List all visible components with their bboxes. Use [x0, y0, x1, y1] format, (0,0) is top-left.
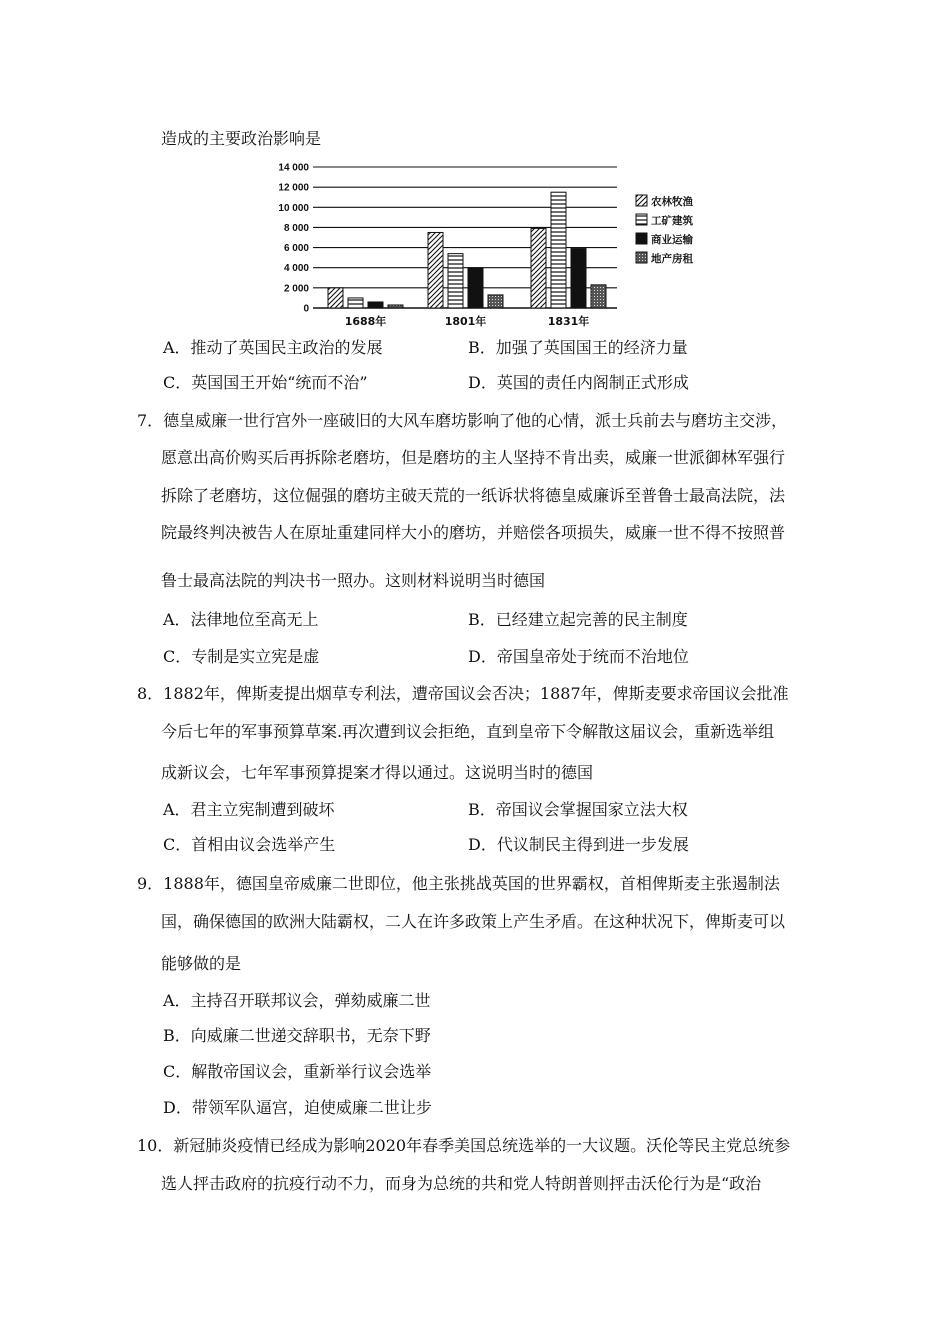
q7-stem-line-4: 院最终判决被告人在原址重建同样大小的磨坊，并赔偿各项损失，威廉一世不得不按照普 — [161, 523, 786, 542]
legend-swatch — [636, 252, 647, 263]
bar — [531, 228, 546, 308]
y-tick-label: 8 000 — [283, 222, 309, 234]
q6-option-c: C．英国国王开始“统而不治” — [163, 373, 368, 392]
q8-option-d: D．代议制民主得到进一步发展 — [468, 835, 689, 854]
q7-option-b: B．已经建立起完善的民主制度 — [468, 610, 688, 629]
bar — [428, 232, 443, 308]
legend-label: 工矿建筑 — [651, 215, 693, 227]
q10-stem-line-1: 10．新冠肺炎疫情已经成为影响2020年春季美国总统选举的一大议题。沃伦等民主党总统参 — [137, 1136, 791, 1155]
y-tick-label: 0 — [303, 303, 309, 315]
q7-stem-line-5: 鲁士最高法院的判决书一照办。这则材料说明当时德国 — [161, 571, 546, 590]
q8-option-a: A．君主立宪制遭到破坏 — [163, 800, 335, 819]
y-tick-label: 2 000 — [283, 283, 309, 295]
q8-option-c: C．首相由议会选举产生 — [163, 835, 336, 854]
q8-stem-line-2: 今后七年的军事预算草案.再次遭到议会拒绝，直到皇帝下令解散这届议会，重新选举组 — [161, 722, 775, 741]
x-category-label: 1688年 — [344, 315, 387, 328]
q6-option-a: A．推动了英国民主政治的发展 — [163, 338, 383, 357]
q8-stem-line-3: 成新议会，七年军事预算提案才得以通过。这说明当时的德国 — [161, 763, 594, 782]
bar — [368, 302, 383, 308]
q9-option-a: A．主持召开联邦议会，弹劾威廉二世 — [163, 991, 431, 1010]
q6-option-d: D．英国的责任内阁制正式形成 — [468, 373, 689, 392]
bar — [348, 298, 363, 308]
q7-option-a: A．法律地位至高无上 — [163, 610, 319, 629]
legend-label: 地产房租 — [651, 253, 693, 265]
q9-stem-line-3: 能够做的是 — [161, 954, 242, 973]
x-category-label: 1801年 — [444, 315, 487, 328]
bar — [571, 249, 586, 308]
bar — [488, 295, 503, 308]
q9-option-c: C．解散帝国议会，重新举行议会选举 — [163, 1062, 432, 1081]
bar — [328, 288, 343, 308]
q10-stem-line-2: 选人抨击政府的抗疫行动不力，而身为总统的共和党人特朗普则抨击沃伦行为是“政治 — [161, 1174, 762, 1193]
q7-option-c: C．专制是实立宪是虚 — [163, 647, 320, 666]
q9-option-b: B．向威廉二世递交辞职书，无奈下野 — [163, 1026, 431, 1045]
q9-option-d: D．带领军队逼宫，迫使威廉二世让步 — [163, 1098, 432, 1117]
q7-option-d: D．帝国皇帝处于统而不治地位 — [468, 647, 689, 666]
bar — [591, 285, 606, 308]
legend-label: 商业运输 — [651, 234, 693, 246]
bar — [388, 305, 403, 308]
q7-stem-line-2: 愿意出高价购买后再拆除老磨坊，但是磨坊的主人坚持不肯出卖，威廉一世派御林军强行 — [161, 448, 786, 467]
q8-option-b: B．帝国议会掌握国家立法大权 — [468, 800, 688, 819]
legend-swatch — [636, 233, 647, 244]
legend-swatch — [636, 195, 647, 206]
q6-option-b: B．加强了英国国王的经济力量 — [468, 338, 688, 357]
q9-stem-line-1: 9．1888年，德国皇帝威廉二世即位，他主张挑战英国的世界霸权，首相俾斯麦主张遏制法 — [137, 874, 780, 893]
legend-swatch — [636, 214, 647, 225]
y-tick-label: 12 000 — [278, 182, 309, 194]
bar — [551, 192, 566, 308]
y-tick-label: 10 000 — [278, 202, 309, 214]
q7-stem-line-3: 拆除了老磨坊，这位倔强的磨坊主破天荒的一纸诉状将德皇威廉诉至普鲁士最高法院，法 — [161, 486, 786, 505]
q6-stem: 造成的主要政治影响是 — [161, 129, 322, 148]
q8-stem-line-1: 8．1882年，俾斯麦提出烟草专利法，遭帝国议会否决；1887年，俾斯麦要求帝国议会批准 — [137, 684, 789, 703]
q7-stem-line-1: 7．德皇威廉一世行宫外一座破旧的大风车磨坊影响了他的心情，派士兵前去与磨坊主交涉， — [137, 411, 788, 430]
bar — [468, 268, 483, 308]
bar — [448, 254, 463, 308]
legend-label: 农林牧渔 — [651, 196, 693, 208]
y-tick-label: 6 000 — [283, 243, 309, 255]
y-tick-label: 14 000 — [278, 162, 309, 174]
x-category-label: 1831年 — [547, 315, 590, 328]
bar-chart — [270, 158, 720, 330]
y-tick-label: 4 000 — [283, 263, 309, 275]
q9-stem-line-2: 国，确保德国的欧洲大陆霸权，二人在许多政策上产生矛盾。在这种状况下，俾斯麦可以 — [161, 912, 786, 931]
